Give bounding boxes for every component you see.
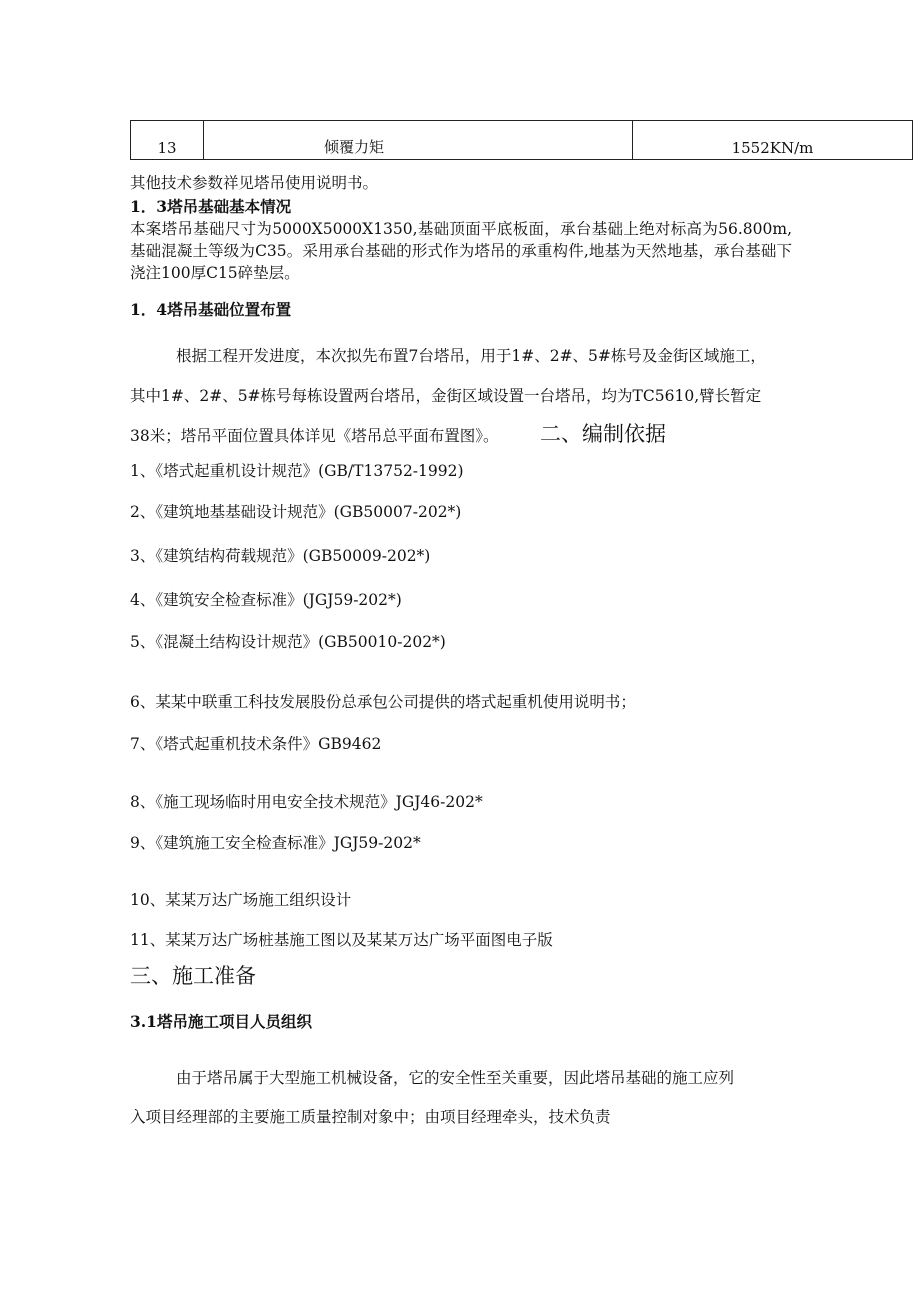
section-3-heading: 三、施工准备	[130, 964, 256, 988]
table-row	[131, 121, 913, 160]
table-cell-no: 13	[131, 121, 204, 160]
section-2-heading: 二、编制依据	[540, 422, 666, 446]
basis-item-7: 7、《塔式起重机技术条件》GB9462	[130, 735, 382, 753]
basis-item-3: 3、《建筑结构荷载规范》(GB50009-202*)	[130, 547, 431, 565]
parameter-table	[130, 120, 913, 160]
basis-item-1: 1、《塔式起重机设计规范》(GB/T13752-1992)	[130, 462, 464, 480]
section-3-1-line-2: 入项目经理部的主要施工质量控制对象中；由项目经理牵头，技术负责	[130, 1108, 611, 1126]
section-1-4-line-2: 其中1#、2#、5#栋号每栋设置两台塔吊，金街区域设置一台塔吊，均为TC5610,臂长暂定	[130, 387, 762, 405]
basis-item-5: 5、《混凝土结构设计规范》(GB50010-202*)	[130, 633, 446, 651]
basis-item-9: 9、《建筑施工安全检查标准》JGJ59-202*	[130, 834, 421, 852]
section-3-1-line-1: 由于塔吊属于大型施工机械设备，它的安全性至关重要，因此塔吊基础的施工应列	[176, 1069, 735, 1087]
section-1-3-title: 1．3塔吊基础基本情况	[130, 197, 292, 216]
section-1-4-line-3: 38米；塔吊平面位置具体详见《塔吊总平面布置图》。	[130, 427, 499, 445]
basis-item-2: 2、《建筑地基基础设计规范》(GB50007-202*)	[130, 503, 462, 521]
section-1-4-line-1: 根据工程开发进度，本次拟先布置7台塔吊，用于1#、2#、5#栋号及金街区域施工，	[176, 347, 766, 365]
basis-item-11: 11、某某万达广场桩基施工图以及某某万达广场平面图电子版	[130, 931, 553, 949]
table-cell-name: 倾覆力矩	[204, 121, 633, 160]
basis-item-6: 6、某某中联重工科技发展股份总承包公司提供的塔式起重机使用说明书；	[130, 693, 636, 711]
section-1-4-title: 1．4塔吊基础位置布置	[130, 300, 292, 319]
basis-item-10: 10、某某万达广场施工组织设计	[130, 891, 352, 909]
note-other-params: 其他技术参数祥见塔吊使用说明书。	[130, 174, 379, 192]
table-cell-value: 1552KN/m	[633, 121, 913, 160]
basis-item-4: 4、《建筑安全检查标准》(JGJ59-202*)	[130, 591, 402, 609]
section-3-1-title: 3.1塔吊施工项目人员组织	[130, 1012, 312, 1031]
basis-item-8: 8、《施工现场临时用电安全技术规范》JGJ46-202*	[130, 793, 483, 811]
section-1-3-text: 本案塔吊基础尺寸为5000X5000X1350,基础顶面平底板面，承台基础上绝对标高为56.800m,基础混凝土等级为C35。采用承台基础的形式作为塔吊的承重构件,地基为天然地基，承台基础下浇注100厚C15碎垫层。	[130, 220, 792, 282]
